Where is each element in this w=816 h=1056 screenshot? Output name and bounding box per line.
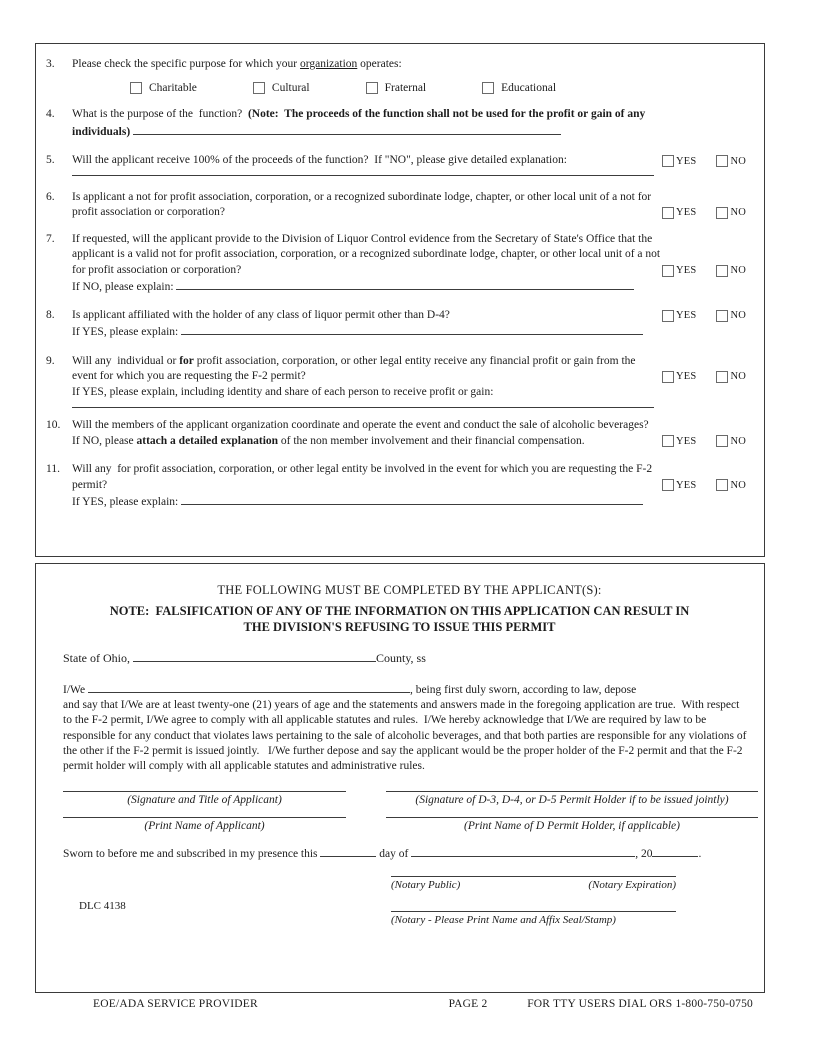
state-county-row xyxy=(63,650,756,666)
q10-no-checkbox[interactable] xyxy=(716,435,728,447)
permit-holder-print-name-label: (Print Name of D Permit Holder, if applicable) xyxy=(464,820,680,833)
q11-yes-label: YES xyxy=(676,479,697,491)
question-5-text: Will the applicant receive 100% of the proceeds of the function? If "NO", please give detailed explanation: xyxy=(72,154,567,166)
question-7-explain: If NO, please explain: xyxy=(72,278,662,296)
q9-yesno-group xyxy=(662,371,754,383)
state-label: State of Ohio, xyxy=(63,651,133,665)
sworn-month-input-line[interactable] xyxy=(411,845,635,857)
organization-underlined-word: organization xyxy=(300,58,358,70)
county-label: County, ss xyxy=(376,651,426,665)
q7-no-checkbox[interactable] xyxy=(716,265,728,277)
question-9 xyxy=(46,354,752,409)
permit-holder-signature-line[interactable] xyxy=(386,791,758,792)
question-10-explain: If NO, please attach a detailed explanation of the non member involvement and their financial compensation. xyxy=(72,434,585,447)
question-7 xyxy=(46,232,752,296)
q8-yes-checkbox[interactable] xyxy=(662,310,674,322)
q6-no-label: NO xyxy=(730,207,747,218)
q11-yes-checkbox[interactable] xyxy=(662,479,674,491)
applicant-print-name-line[interactable] xyxy=(63,817,346,818)
applicant-signature-label: (Signature and Title of Applicant) xyxy=(127,794,282,807)
cultural-checkbox[interactable] xyxy=(253,82,265,94)
question-5 xyxy=(46,153,752,177)
affidavit-paragraph: I/We , being first duly sworn, according to law, depose and say that I/We are at least twenty-one (21) years of age and the statements and answers made in the foregoing application are true. With respect to the F-2 permit, I/We agree to comply with all applicable statutes and rules. I/We hereby acknowledge that I/We are required by law to be responsible for any conduct that violates laws pertaining to the sale of alcoholic beverages, and that both parties are responsible for any violations of the other if the F-2 permit is issued jointly. I/We further depose and say the applicant would be the proper holder of the F-2 permit and that the F-2 permit holder will comply with all applicable statutes and administrative rules. xyxy=(63,681,756,774)
q10-yes-label: YES xyxy=(676,435,697,447)
sworn-year-input-line[interactable] xyxy=(652,845,698,857)
iwe-label: I/We xyxy=(63,684,88,696)
q10-yesno-group xyxy=(662,435,754,447)
question-6-number: 6. xyxy=(46,190,55,203)
question-10-number: 10. xyxy=(46,419,61,431)
question-9-number: 9. xyxy=(46,354,55,367)
q9-yes-checkbox[interactable] xyxy=(662,371,674,383)
applicant-name-input-line[interactable] xyxy=(88,681,410,693)
q11-no-label: NO xyxy=(730,479,747,491)
q9-yes-label: YES xyxy=(676,371,697,382)
page-footer xyxy=(35,998,765,1010)
form-page xyxy=(35,43,765,1010)
footer-eoe-text: EOE/ADA SERVICE PROVIDER xyxy=(93,998,258,1010)
educational-label: Educational xyxy=(501,81,557,94)
notary-expiration-label: (Notary Expiration) xyxy=(588,879,676,892)
q11-yesno-group xyxy=(662,479,754,491)
notary-public-label: (Notary Public) xyxy=(391,879,461,892)
notary-public-line[interactable] xyxy=(391,876,676,877)
q5-yesno-group xyxy=(662,155,754,167)
notary-print-name-label: (Notary - Please Print Name and Affix Seal/Stamp) xyxy=(391,914,616,927)
question-7-number: 7. xyxy=(46,232,55,245)
notary-block xyxy=(391,876,721,926)
question-11-number: 11. xyxy=(46,463,60,475)
sworn-statement-row: Sworn to before me and subscribed in my presence this day of , 20 . xyxy=(63,845,756,860)
q7-explain-input-line[interactable] xyxy=(176,278,634,290)
charitable-checkbox[interactable] xyxy=(130,82,142,94)
question-8-number: 8. xyxy=(46,308,55,321)
form-number: DLC 4138 xyxy=(79,900,126,913)
question-11 xyxy=(46,462,752,511)
option-fraternal xyxy=(366,81,427,97)
fraternal-label: Fraternal xyxy=(384,81,427,94)
permit-holder-print-name-line[interactable] xyxy=(386,817,758,818)
q7-yes-checkbox[interactable] xyxy=(662,265,674,277)
notary-print-name-line[interactable] xyxy=(391,911,676,912)
question-10 xyxy=(46,418,752,449)
q6-yesno-group xyxy=(662,207,754,219)
q7-yes-label: YES xyxy=(676,265,697,276)
question-3-text: Please check the specific purpose for which your organization operates: xyxy=(72,58,402,70)
question-10-text: Will the members of the applicant organization coordinate and operate the event and conduct the sale of alcoholic beverages? xyxy=(72,419,649,431)
question-8-text: Is applicant affiliated with the holder of any class of liquor permit other than D-4? xyxy=(72,308,450,321)
question-3-number: 3. xyxy=(46,58,55,70)
question-9-explain: If YES, please explain, including identity and share of each person to receive profit or gain: xyxy=(72,385,494,398)
q8-yes-label: YES xyxy=(676,310,697,321)
question-4-number: 4. xyxy=(46,108,55,120)
q9-no-label: NO xyxy=(730,371,747,382)
q8-explain-input-line[interactable] xyxy=(181,323,643,335)
q7-yesno-group xyxy=(662,265,754,277)
footer-page-number: PAGE 2 xyxy=(448,998,488,1010)
question-4 xyxy=(46,107,752,140)
q11-no-checkbox[interactable] xyxy=(716,479,728,491)
q8-yesno-group xyxy=(662,310,754,322)
questions-section xyxy=(35,43,765,557)
educational-checkbox[interactable] xyxy=(482,82,494,94)
option-educational xyxy=(482,81,556,97)
county-input-line[interactable] xyxy=(133,650,376,662)
q10-no-label: NO xyxy=(730,435,747,447)
q5-explanation-input-line[interactable] xyxy=(72,175,654,176)
question-4-text: What is the purpose of the function? (Note: The proceeds of the function shall not be used for the profit or gain of any individuals) xyxy=(72,108,649,138)
option-charitable xyxy=(130,81,197,97)
q9-explain-input-line[interactable] xyxy=(72,407,654,408)
question-6-text: Is applicant a not for profit association, corporation, or a recognized subordinate lodge, chapter, or other local unit of a not for profit association or corporation? xyxy=(72,190,655,218)
question-3 xyxy=(46,57,752,98)
q6-yes-label: YES xyxy=(676,207,697,218)
signature-row xyxy=(63,791,756,806)
q9-no-checkbox[interactable] xyxy=(716,371,728,383)
question-5-number: 5. xyxy=(46,154,55,166)
print-name-row xyxy=(63,817,756,832)
affidavit-section xyxy=(35,563,765,993)
purpose-options xyxy=(130,81,662,97)
q8-no-checkbox[interactable] xyxy=(716,310,728,322)
q5-yes-checkbox[interactable] xyxy=(662,155,674,167)
q7-no-label: NO xyxy=(730,265,747,276)
q10-yes-checkbox[interactable] xyxy=(662,435,674,447)
applicant-signature-line[interactable] xyxy=(63,791,346,792)
q8-no-label: NO xyxy=(730,310,747,321)
notary-zone xyxy=(63,876,756,926)
q5-no-checkbox[interactable] xyxy=(716,155,728,167)
permit-holder-signature-label: (Signature of D-3, D-4, or D-5 Permit Holder if to be issued jointly) xyxy=(415,794,729,807)
charitable-label: Charitable xyxy=(149,81,197,94)
q11-explain-input-line[interactable] xyxy=(181,493,643,505)
affidavit-title: THE FOLLOWING MUST BE COMPLETED BY THE APPLICANT(S): xyxy=(217,583,602,597)
q5-yes-label: YES xyxy=(676,155,697,167)
question-8-explain: If YES, please explain: xyxy=(72,323,662,341)
affidavit-body-text: and say that I/We are at least twenty-one (21) years of age and the statements and answers made in the foregoing application are true. With respect to the F-2 permit, I/We agree to comply with all applicable statutes and rules. I/We hereby acknowledge that I/We are required by law to be responsible for any conduct that violates laws pertaining to the sale of alcoholic beverages, and that both parties are responsible for any violations of the other if the F-2 permit is issued jointly. I/We further depose and say the applicant would be the proper holder of the F-2 permit and that the F-2 permit holder will comply with all applicable statutes and administrative rules. xyxy=(63,699,750,773)
affidavit-note: NOTE: FALSIFICATION OF ANY OF THE INFORMATION ON THIS APPLICATION CAN RESULT IN THE DIVISION'S REFUSING TO ISSUE THIS PERMIT xyxy=(109,604,690,634)
sworn-day-input-line[interactable] xyxy=(320,845,376,857)
question-9-text: Will any individual or for profit association, corporation, or other legal entity receive any financial profit or gain from the event for which you are requesting the F-2 permit? xyxy=(72,354,639,382)
q6-yes-checkbox[interactable] xyxy=(662,207,674,219)
question-11-text: Will any for profit association, corporation, or other legal entity be involved in the event for which you are requesting the F-2 permit? xyxy=(72,463,655,491)
fraternal-checkbox[interactable] xyxy=(366,82,378,94)
cultural-label: Cultural xyxy=(271,81,310,94)
question-11-explain: If YES, please explain: xyxy=(72,493,662,511)
option-cultural xyxy=(253,81,310,97)
q4-purpose-input-line[interactable] xyxy=(133,123,561,135)
q5-no-label: NO xyxy=(730,155,747,167)
applicant-print-name-label: (Print Name of Applicant) xyxy=(144,820,265,833)
question-8 xyxy=(46,308,752,341)
q6-no-checkbox[interactable] xyxy=(716,207,728,219)
footer-tty-text: FOR TTY USERS DIAL ORS 1-800-750-0750 xyxy=(527,998,753,1010)
question-7-text: If requested, will the applicant provide to the Division of Liquor Control evidence from the Secretary of State's Office that the applicant is a valid not for profit association, corporation, or a recognized subordinate lodge, chapter, or other local unit of a not for profit association or corporation? xyxy=(72,232,663,276)
question-6 xyxy=(46,190,752,221)
